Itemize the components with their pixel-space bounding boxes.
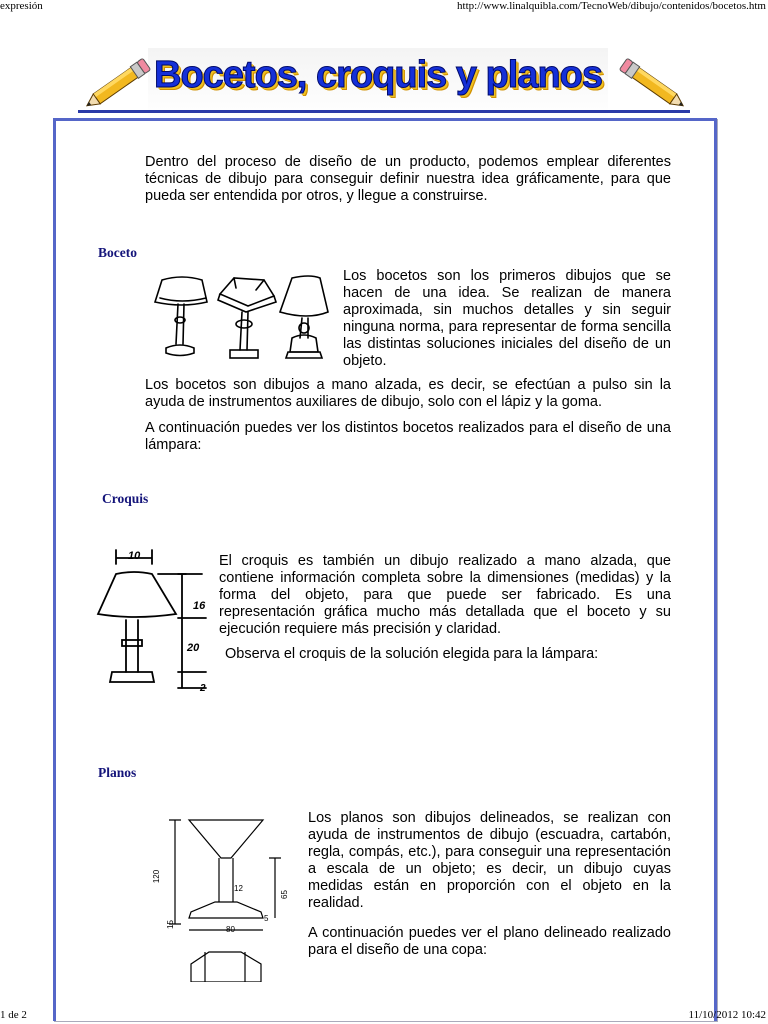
croquis-paragraph-2: Observa el croquis de la solución elegida para la lámpara: (225, 646, 599, 662)
section-heading-planos: Planos (98, 765, 137, 780)
croquis-dim-base: 2 (200, 683, 206, 694)
print-header-title: expresión (0, 0, 43, 12)
planos-dim-stem-w: 12 (234, 884, 243, 893)
section-heading-croquis: Croquis (102, 491, 149, 506)
print-header-url: http://www.linalquibla.com/TecnoWeb/dibujo/contenidos/bocetos.htm (457, 0, 766, 12)
boceto-paragraph-2: Los bocetos son dibujos a mano alzada, es decir, se efectúan a pulso sin la ayuda de instrumentos auxiliares de dibujo, solo con el lápiz y la goma. (145, 377, 671, 410)
section-heading-boceto: Boceto (98, 245, 137, 260)
planos-paragraph-1: Los planos son dibujos delineados, se realizan con ayuda de instrumentos de dibujo (escuadra, cartabón, regla, compás, etc.), para conseguir una representación a escala de un objeto; es decir, un dibujo cuyas medidas están en proporción con el objeto en la realidad. (308, 810, 671, 911)
croquis-paragraph-1: El croquis es también un dibujo realizado a mano alzada, que contiene información completa sobre la dimensiones (medidas) y la forma del objeto, para que puede ser fabricado. Es una representación gráfica mucho más detallada que el boceto y su ejecución requiere más precisión y claridad. (219, 553, 671, 637)
croquis-dim-shade: 16 (193, 600, 206, 612)
boceto-lamps-illustration (152, 272, 332, 368)
banner-underline (78, 110, 690, 113)
page-title: Bocetos, croquis y planos (154, 54, 602, 96)
print-footer-date: 11/10/2012 10:42 (688, 1009, 766, 1021)
croquis-dim-top: 10 (128, 550, 141, 562)
planos-dim-base-h: 15 (165, 920, 175, 929)
planos-paragraph-2: A continuación puedes ver el plano delineado realizado para el diseño de una copa: (308, 925, 671, 958)
planos-dim-base-w: 80 (226, 925, 235, 934)
croquis-dim-stem: 20 (187, 642, 200, 654)
pencil-right-icon (612, 56, 692, 112)
planos-dim-foot: 5 (264, 914, 269, 923)
print-footer-page: 1 de 2 (0, 1009, 27, 1021)
intro-paragraph: Dentro del proceso de diseño de un producto, podemos emplear diferentes técnicas de dibujo para conseguir definir nuestra idea gráficamente, para que pueda ser entendida por otros, y llegue a construirse. (145, 154, 671, 204)
planos-dim-stem-h: 65 (279, 890, 289, 899)
croquis-lamp-sketch (94, 548, 212, 696)
boceto-paragraph-1: Los bocetos son los primeros dibujos que se hacen de una idea. Se realizan de manera aproximada, sin muchos detalles y sin seguir ninguna norma, para representar de forma sencilla las distintas soluciones iniciales del diseño de un objeto. (343, 268, 671, 369)
boceto-paragraph-3: A continuación puedes ver los distintos bocetos realizados para el diseño de una lámpara: (145, 420, 671, 453)
planos-dim-total: 120 (152, 869, 162, 884)
pencil-left-icon (78, 56, 158, 112)
